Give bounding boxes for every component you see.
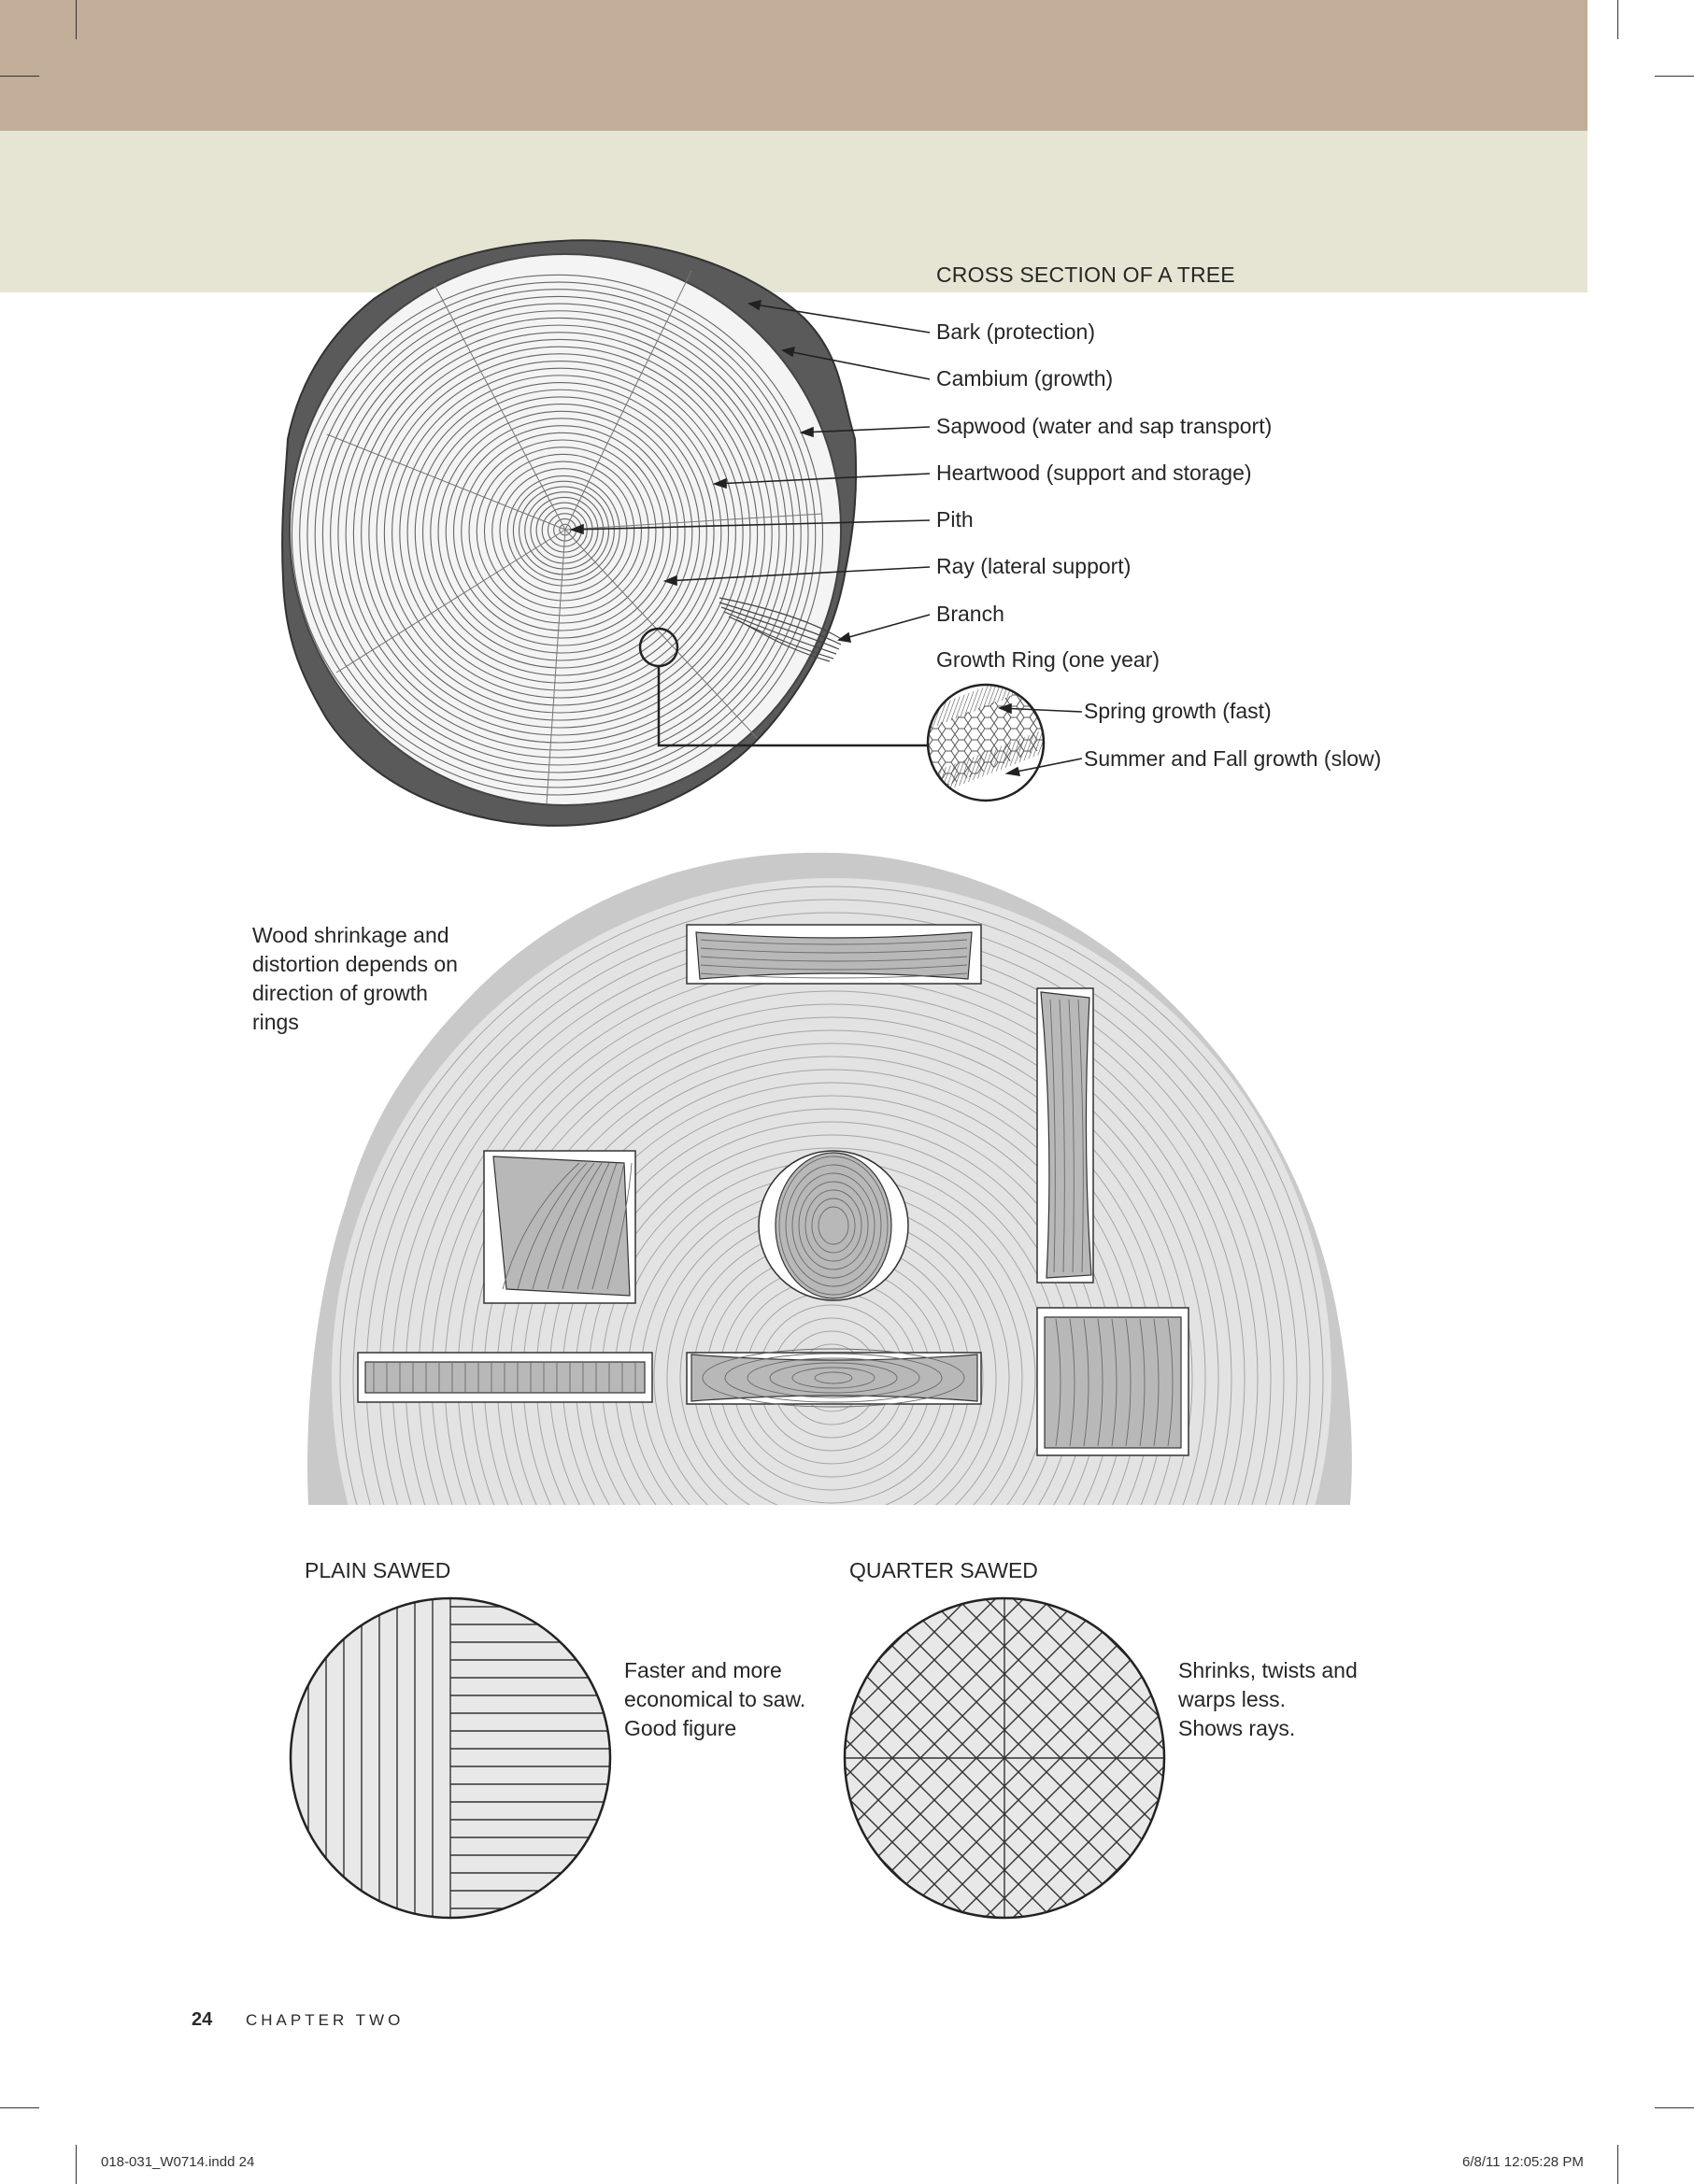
saw-line	[668, 1758, 855, 1945]
plain-sawed-diagram	[291, 1588, 617, 1924]
shrinkage-note	[252, 921, 458, 1037]
label-pith: Pith	[936, 507, 974, 532]
label-growth-ring: Growth Ring (one year)	[936, 647, 1160, 672]
quarter-sawed-title: QUARTER SAWED	[849, 1558, 1038, 1582]
slug-file: 018-031_W0714.indd 24	[101, 2154, 255, 2170]
saw-line	[1173, 1758, 1359, 1945]
shrinkage-line: Wood shrinkage and	[252, 923, 449, 947]
saw-line	[593, 1758, 780, 1945]
board-right-vertical	[1037, 988, 1093, 1283]
quarter-sawed-diagram	[481, 1571, 1528, 1945]
shrinkage-line: rings	[252, 1010, 299, 1034]
board-bottom-left	[358, 1353, 652, 1402]
plain-sawed-line: economical to saw.	[624, 1687, 806, 1711]
saw-line	[1285, 1758, 1472, 1945]
saw-line	[649, 1758, 836, 1945]
plain-sawed-line: Good figure	[624, 1716, 737, 1740]
shrinkage-line: distortion depends on	[252, 952, 458, 976]
label-branch: Branch	[936, 602, 1004, 626]
label-sapwood: Sapwood (water and sap transport)	[936, 414, 1273, 438]
saw-line	[1229, 1758, 1416, 1945]
plain-sawed-title: PLAIN SAWED	[305, 1558, 451, 1582]
board-bottom-right-square	[1037, 1308, 1189, 1455]
saw-line	[1313, 1758, 1500, 1945]
saw-line	[677, 1758, 864, 1945]
saw-line	[1145, 1758, 1331, 1945]
label-summer-fall-growth: Summer and Fall growth (slow)	[1084, 746, 1382, 771]
label-spring-growth: Spring growth (fast)	[1084, 699, 1272, 723]
saw-line	[1341, 1758, 1528, 1945]
label-cambium: Cambium (growth)	[936, 366, 1114, 390]
saw-line	[621, 1758, 808, 1945]
shrinkage-line: direction of growth	[252, 981, 428, 1005]
plain-sawed-line: Faster and more	[624, 1658, 782, 1682]
saw-line	[1257, 1758, 1444, 1945]
label-heartwood: Heartwood (support and storage)	[936, 461, 1252, 485]
quarter-sawed-line: warps less.	[1178, 1687, 1287, 1711]
cross-section-title: CROSS SECTION OF A TREE	[936, 262, 1235, 287]
quarter-sawed-line: Shows rays.	[1178, 1716, 1296, 1740]
quarter-sawed-note	[1178, 1656, 1358, 1743]
plain-sawed-note	[624, 1656, 805, 1743]
slug-date: 6/8/11 12:05:28 PM	[1462, 2154, 1584, 2170]
label-bark: Bark (protection)	[936, 319, 1096, 344]
saw-line	[1154, 1758, 1341, 1945]
saw-line	[1201, 1758, 1388, 1945]
board-top	[687, 925, 981, 984]
saw-line	[705, 1758, 892, 1945]
label-ray: Ray (lateral support)	[936, 554, 1132, 578]
chapter-label: CHAPTER TWO	[246, 2011, 405, 2029]
page-number: 24	[192, 2009, 213, 2030]
quarter-sawed-line: Shrinks, twists and	[1178, 1658, 1358, 1682]
saw-line	[1341, 1571, 1528, 1758]
